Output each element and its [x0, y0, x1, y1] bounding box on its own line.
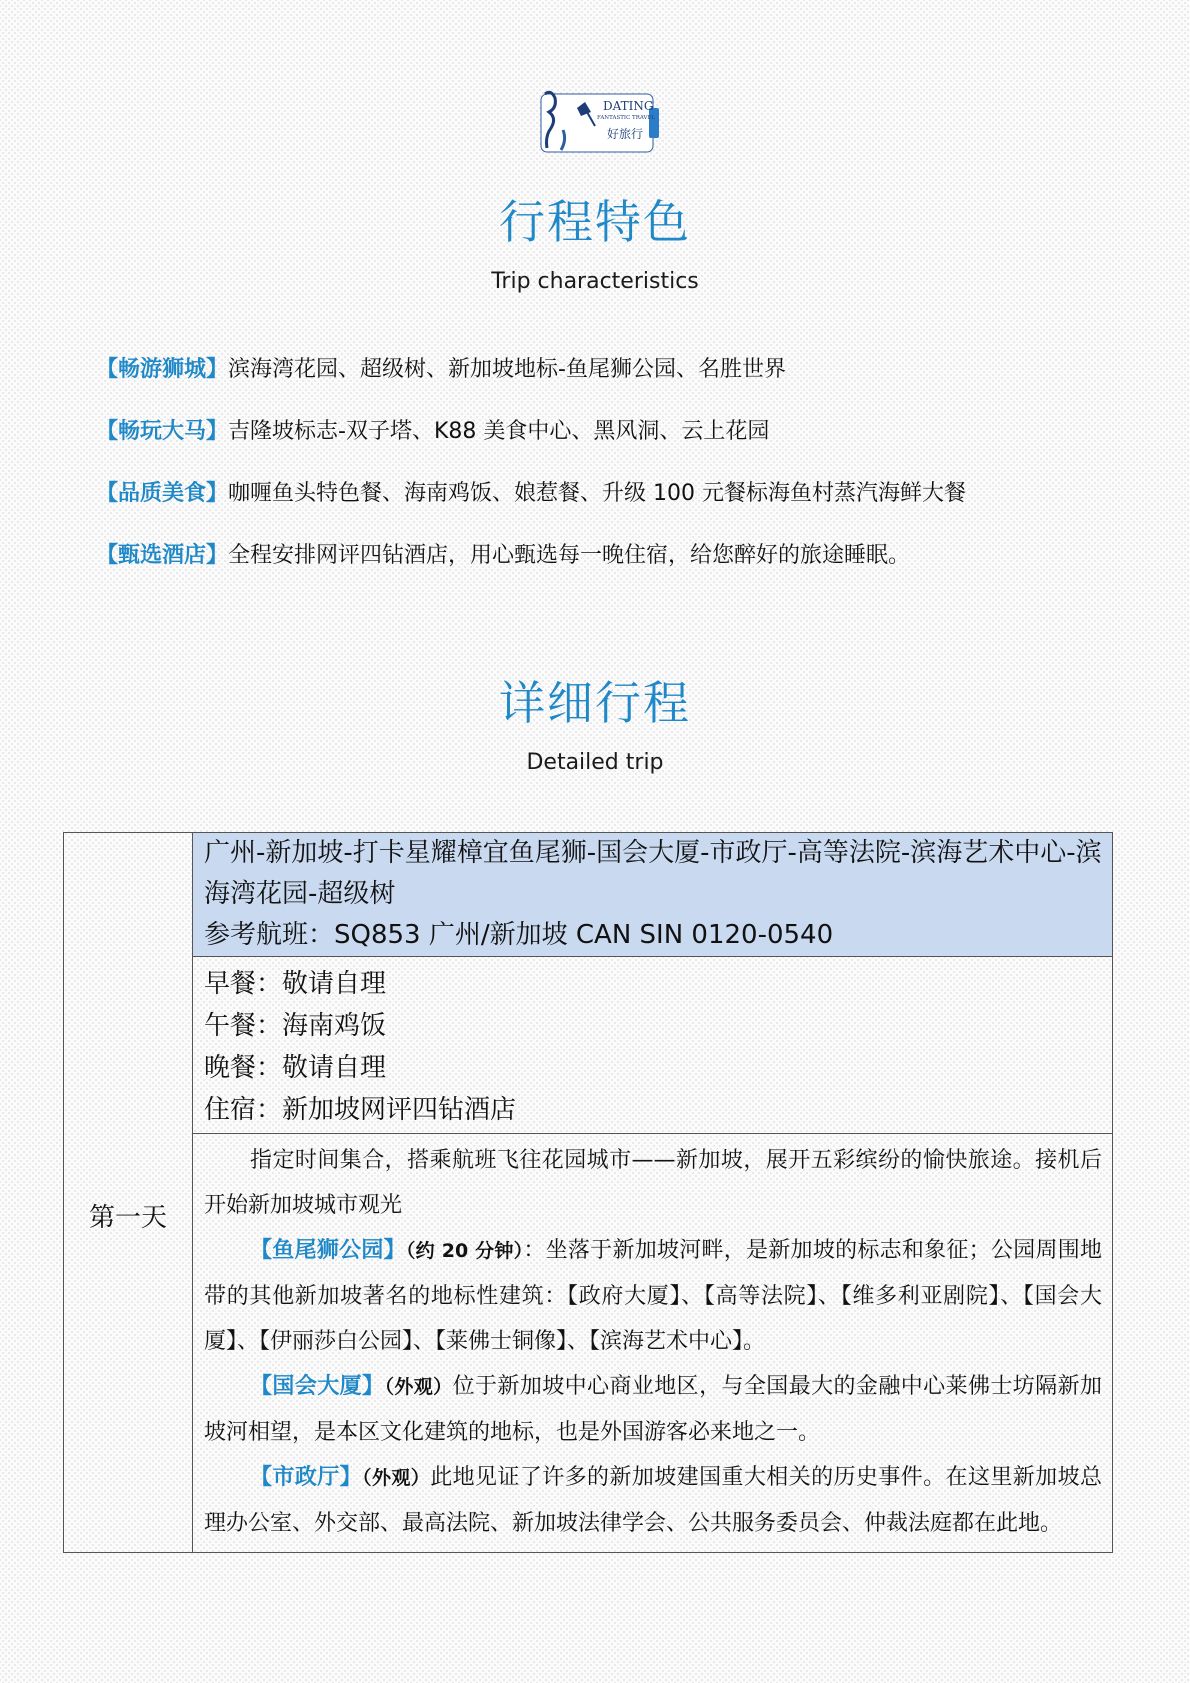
section-subtitle-detail: Detailed trip: [526, 750, 664, 775]
feature-tag: 【畅玩大马】: [96, 419, 229, 444]
route-cell: [193, 833, 1113, 957]
feature-tag: 【甄选酒店】: [96, 543, 229, 568]
detail-cell: [193, 1134, 1113, 1553]
day-label: 第一天: [64, 833, 193, 1553]
intro-paragraph: 指定时间集合，搭乘航班飞往花园城市——新加坡，展开五彩缤纷的愉快旅途。接机后开始新加坡城市观光: [204, 1148, 1102, 1218]
meal-breakfast: 早餐：敬请自理: [204, 969, 387, 999]
accommodation: 住宿：新加坡网评四钻酒店: [204, 1095, 517, 1125]
spot-paragraph: [204, 1455, 1102, 1546]
spot-text: 位于新加坡中心商业地区，与全国最大的金融中心莱佛士坊隔新加坡河相望，是本区文化建筑的地标，也是外国游客必来地之一。: [204, 1374, 1102, 1445]
spot-tag: 【鱼尾狮公园】: [250, 1238, 406, 1263]
spot-paragraph: [204, 1364, 1102, 1455]
feature-item: [96, 414, 769, 445]
spot-text: 此地见证了许多的新加坡建国重大相关的历史事件。在这里新加坡总理办公室、外交部、最高法院、新加坡法律学会、公共服务委员会、仲裁法庭都在此地。: [204, 1465, 1102, 1536]
route-text: 广州-新加坡-打卡星耀樟宜鱼尾狮-国会大厦-市政厅-高等法院-滨海艺术中心-滨海湾花园-超级树: [204, 838, 1102, 909]
section-title-features: 行程特色: [499, 195, 691, 249]
spot-note: （外观）: [362, 1467, 431, 1489]
meal-dinner: 晚餐：敬请自理: [204, 1053, 387, 1083]
brand-logo: [537, 88, 663, 154]
spot-paragraph: [204, 1228, 1102, 1364]
feature-item: [96, 538, 910, 569]
section-title-detail: 详细行程: [499, 676, 691, 730]
feature-text: 全程安排网评四钻酒店，用心甄选每一晚住宿，给您醉好的旅途睡眠。: [228, 543, 911, 568]
flight-info: 参考航班：SQ853 广州/新加坡 CAN SIN 0120-0540: [204, 920, 834, 950]
meal-lunch: 午餐：海南鸡饭: [204, 1011, 387, 1041]
itinerary-table: [63, 832, 1113, 1553]
meals-cell: [193, 957, 1113, 1134]
feature-item: [96, 352, 786, 383]
svg-text:好旅行: 好旅行: [607, 127, 644, 141]
feature-item: [96, 476, 966, 507]
spot-tag: 【国会大厦】: [250, 1374, 385, 1399]
feature-text: 滨海湾花园、超级树、新加坡地标-鱼尾狮公园、名胜世界: [228, 357, 786, 382]
feature-text: 吉隆坡标志-双子塔、K88 美食中心、黑风洞、云上花园: [228, 419, 770, 444]
feature-tag: 【畅游狮城】: [96, 357, 229, 382]
spot-note: （外观）: [384, 1376, 453, 1398]
feature-text: 咖喱鱼头特色餐、海南鸡饭、娘惹餐、升级 100 元餐标海鱼村蒸汽海鲜大餐: [228, 481, 966, 506]
section-subtitle-features: Trip characteristics: [491, 269, 699, 294]
svg-text:FANTASTIC TRAVEL: FANTASTIC TRAVEL: [597, 115, 656, 121]
spot-tag: 【市政厅】: [250, 1465, 363, 1490]
feature-tag: 【品质美食】: [96, 481, 229, 506]
svg-text:DATING: DATING: [603, 99, 654, 113]
spot-note: （约 20 分钟）: [405, 1240, 524, 1262]
logo-graphic: [537, 88, 663, 154]
spot-text: ：坐落于新加坡河畔，是新加坡的标志和象征；公园周围地带的其他新加坡著名的地标性建筑：【政府大厦】、【高等法院】、【维多利亚剧院】、【国会大厦】、【伊丽莎白公园】、【莱佛士铜像】、【滨海艺术中心】。: [204, 1238, 1102, 1354]
